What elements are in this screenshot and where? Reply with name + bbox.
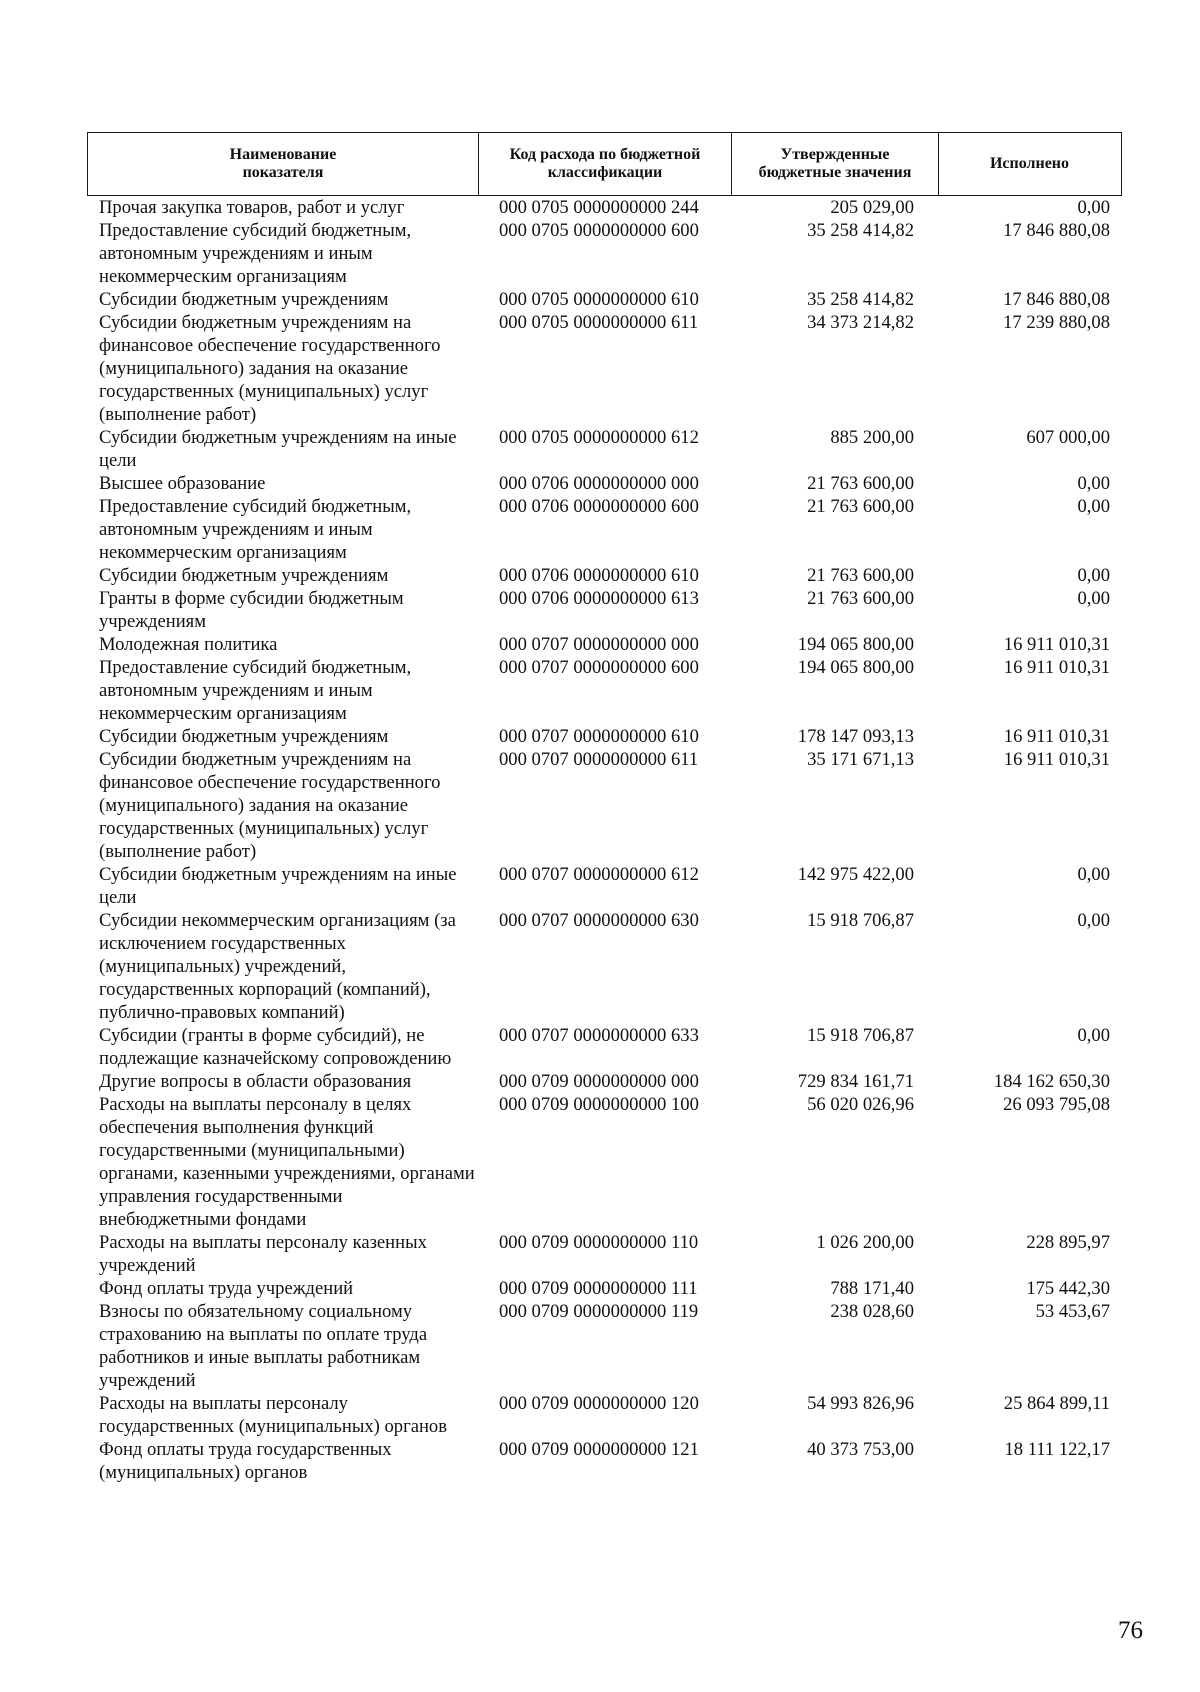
indicator-name-cell: Субсидии бюджетным учреждениям — [99, 726, 389, 747]
executed-value-cell: 175 442,30 — [1026, 1278, 1110, 1299]
approved-value-cell: 21 763 600,00 — [807, 565, 914, 586]
indicator-name-cell: Прочая закупка товаров, работ и услуг — [99, 197, 405, 218]
executed-value-cell: 17 239 880,08 — [1003, 312, 1110, 333]
table-row — [87, 725, 1122, 748]
executed-value-cell: 228 895,97 — [1026, 1232, 1110, 1253]
approved-value-cell: 15 918 706,87 — [807, 910, 914, 931]
approved-value-cell: 178 147 093,13 — [797, 726, 914, 747]
approved-value-cell: 56 020 026,96 — [807, 1094, 914, 1115]
executed-value-cell: 25 864 899,11 — [1003, 1393, 1110, 1414]
budget-code-cell: 000 0706 0000000000 610 — [499, 565, 699, 586]
executed-value-cell: 0,00 — [1077, 473, 1110, 494]
header-budget-code: Код расхода по бюджетной классификации — [478, 133, 731, 195]
indicator-name-cell: Субсидии бюджетным учреждениям на финансовое обеспечение государственного (муниципального) задания на оказание государственных (муниципальных) услуг (выполнение работ) — [99, 312, 441, 425]
indicator-name-cell: Молодежная политика — [99, 634, 278, 655]
executed-value-cell: 0,00 — [1077, 496, 1110, 517]
executed-value-cell: 184 162 650,30 — [993, 1071, 1110, 1092]
page-number: 76 — [1118, 1617, 1143, 1644]
table-row — [87, 472, 1122, 495]
table-row — [87, 564, 1122, 587]
table-row — [87, 748, 1122, 863]
table-body — [87, 196, 1122, 1484]
budget-code-cell: 000 0706 0000000000 613 — [499, 588, 699, 609]
indicator-name-cell: Расходы на выплаты персоналу казенных учреждений — [99, 1232, 427, 1276]
approved-value-cell: 885 200,00 — [830, 427, 914, 448]
budget-code-cell: 000 0709 0000000000 110 — [499, 1232, 699, 1253]
approved-value-cell: 15 918 706,87 — [807, 1025, 914, 1046]
budget-code-cell: 000 0707 0000000000 600 — [499, 657, 699, 678]
budget-report-table — [87, 132, 1122, 1484]
indicator-name-cell: Субсидии бюджетным учреждениям на иные цели — [99, 427, 457, 471]
approved-value-cell: 35 258 414,82 — [807, 220, 914, 241]
executed-value-cell: 0,00 — [1077, 1025, 1110, 1046]
indicator-name-cell: Субсидии бюджетным учреждениям — [99, 565, 389, 586]
budget-code-cell: 000 0706 0000000000 600 — [499, 496, 699, 517]
indicator-name-cell: Субсидии бюджетным учреждениям на финансовое обеспечение государственного (муниципального) задания на оказание государственных (муниципальных) услуг (выполнение работ) — [99, 749, 441, 862]
table-row — [87, 196, 1122, 219]
indicator-name-cell: Высшее образование — [99, 473, 266, 494]
table-row — [87, 288, 1122, 311]
table-row — [87, 1231, 1122, 1277]
header-executed: Исполнено — [938, 133, 1120, 195]
executed-value-cell: 26 093 795,08 — [1003, 1094, 1110, 1115]
table-row — [87, 1277, 1122, 1300]
executed-value-cell: 607 000,00 — [1026, 427, 1110, 448]
table-row — [87, 863, 1122, 909]
table-row — [87, 656, 1122, 725]
budget-code-cell: 000 0707 0000000000 633 — [499, 1025, 699, 1046]
header-indicator-name: Наименование показателя — [229, 145, 337, 181]
approved-value-cell: 194 065 800,00 — [797, 657, 914, 678]
table-row — [87, 1392, 1122, 1438]
approved-value-cell: 238 028,60 — [830, 1301, 914, 1322]
budget-code-cell: 000 0707 0000000000 610 — [499, 726, 699, 747]
approved-value-cell: 21 763 600,00 — [807, 473, 914, 494]
executed-value-cell: 18 111 122,17 — [1004, 1439, 1110, 1460]
table-row — [87, 311, 1122, 426]
approved-value-cell: 142 975 422,00 — [797, 864, 914, 885]
budget-code-cell: 000 0707 0000000000 612 — [499, 864, 699, 885]
budget-code-cell: 000 0709 0000000000 100 — [499, 1094, 699, 1115]
approved-value-cell: 35 258 414,82 — [807, 289, 914, 310]
indicator-name-cell: Гранты в форме субсидии бюджетным учреждениям — [99, 588, 404, 632]
executed-value-cell: 0,00 — [1077, 910, 1110, 931]
table-row — [87, 1093, 1122, 1231]
budget-code-cell: 000 0707 0000000000 611 — [499, 749, 699, 770]
indicator-name-cell: Взносы по обязательному социальному страхованию на выплаты по оплате труда работников и иные выплаты работникам учреждений — [99, 1301, 428, 1391]
approved-value-cell: 194 065 800,00 — [797, 634, 914, 655]
indicator-name-cell: Субсидии бюджетным учреждениям на иные цели — [99, 864, 457, 908]
budget-code-cell: 000 0705 0000000000 611 — [499, 312, 699, 333]
executed-value-cell: 16 911 010,31 — [1003, 634, 1110, 655]
approved-value-cell: 1 026 200,00 — [816, 1232, 914, 1253]
budget-code-cell: 000 0709 0000000000 121 — [499, 1439, 699, 1460]
indicator-name-cell: Фонд оплаты труда государственных (муниципальных) органов — [99, 1439, 392, 1483]
executed-value-cell: 17 846 880,08 — [1003, 289, 1110, 310]
executed-value-cell: 0,00 — [1077, 565, 1110, 586]
table-row — [87, 219, 1122, 288]
approved-value-cell: 40 373 753,00 — [807, 1439, 914, 1460]
table-row — [87, 633, 1122, 656]
table-row — [87, 587, 1122, 633]
budget-code-cell: 000 0709 0000000000 111 — [499, 1278, 698, 1299]
table-row — [87, 1300, 1122, 1392]
indicator-name-cell: Фонд оплаты труда учреждений — [99, 1278, 354, 1299]
table-row — [87, 1438, 1122, 1484]
budget-code-cell: 000 0705 0000000000 244 — [499, 197, 699, 218]
table-row — [87, 1024, 1122, 1070]
approved-value-cell: 34 373 214,82 — [807, 312, 914, 333]
budget-code-cell: 000 0709 0000000000 120 — [499, 1393, 699, 1414]
indicator-name-cell: Субсидии бюджетным учреждениям — [99, 289, 389, 310]
table-row — [87, 426, 1122, 472]
approved-value-cell: 21 763 600,00 — [807, 496, 914, 517]
approved-value-cell: 205 029,00 — [830, 197, 914, 218]
approved-value-cell: 54 993 826,96 — [807, 1393, 914, 1414]
indicator-name-cell: Предоставление субсидий бюджетным, автономным учреждениям и иным некоммерческим организациям — [99, 496, 412, 563]
budget-code-cell: 000 0705 0000000000 610 — [499, 289, 699, 310]
executed-value-cell: 17 846 880,08 — [1003, 220, 1110, 241]
indicator-name-cell: Расходы на выплаты персоналу государственных (муниципальных) органов — [99, 1393, 447, 1437]
table-row — [87, 909, 1122, 1024]
budget-code-cell: 000 0705 0000000000 600 — [499, 220, 699, 241]
budget-code-cell: 000 0707 0000000000 630 — [499, 910, 699, 931]
approved-value-cell: 35 171 671,13 — [807, 749, 914, 770]
budget-code-cell: 000 0706 0000000000 000 — [499, 473, 699, 494]
indicator-name-cell: Субсидии (гранты в форме субсидий), не подлежащие казначейскому сопровождению — [99, 1025, 452, 1069]
indicator-name-cell: Субсидии некоммерческим организациям (за исключением государственных (муниципальных) учреждений, государственных корпораций (компаний), публично-правовых компаний) — [99, 910, 456, 1023]
indicator-name-cell: Другие вопросы в области образования — [99, 1071, 412, 1092]
budget-code-cell: 000 0709 0000000000 000 — [499, 1071, 699, 1092]
table-header — [87, 132, 1122, 196]
indicator-name-cell: Предоставление субсидий бюджетным, автономным учреждениям и иным некоммерческим организациям — [99, 220, 412, 287]
table-row — [87, 1070, 1122, 1093]
approved-value-cell: 729 834 161,71 — [797, 1071, 914, 1092]
table-row — [87, 495, 1122, 564]
approved-value-cell: 21 763 600,00 — [807, 588, 914, 609]
budget-code-cell: 000 0705 0000000000 612 — [499, 427, 699, 448]
executed-value-cell: 0,00 — [1077, 197, 1110, 218]
budget-code-cell: 000 0707 0000000000 000 — [499, 634, 699, 655]
indicator-name-cell: Предоставление субсидий бюджетным, автономным учреждениям и иным некоммерческим организациям — [99, 657, 412, 724]
executed-value-cell: 16 911 010,31 — [1003, 749, 1110, 770]
approved-value-cell: 788 171,40 — [830, 1278, 914, 1299]
executed-value-cell: 53 453,67 — [1035, 1301, 1110, 1322]
executed-value-cell: 0,00 — [1077, 588, 1110, 609]
header-approved-values: Утвержденные бюджетные значения — [731, 133, 938, 195]
executed-value-cell: 16 911 010,31 — [1003, 657, 1110, 678]
executed-value-cell: 0,00 — [1077, 864, 1110, 885]
executed-value-cell: 16 911 010,31 — [1003, 726, 1110, 747]
budget-code-cell: 000 0709 0000000000 119 — [499, 1301, 699, 1322]
indicator-name-cell: Расходы на выплаты персоналу в целях обеспечения выполнения функций государственными (муниципальными) органами, казенными учреждениями, органами управления государственными внебюджетными фондами — [99, 1094, 475, 1230]
